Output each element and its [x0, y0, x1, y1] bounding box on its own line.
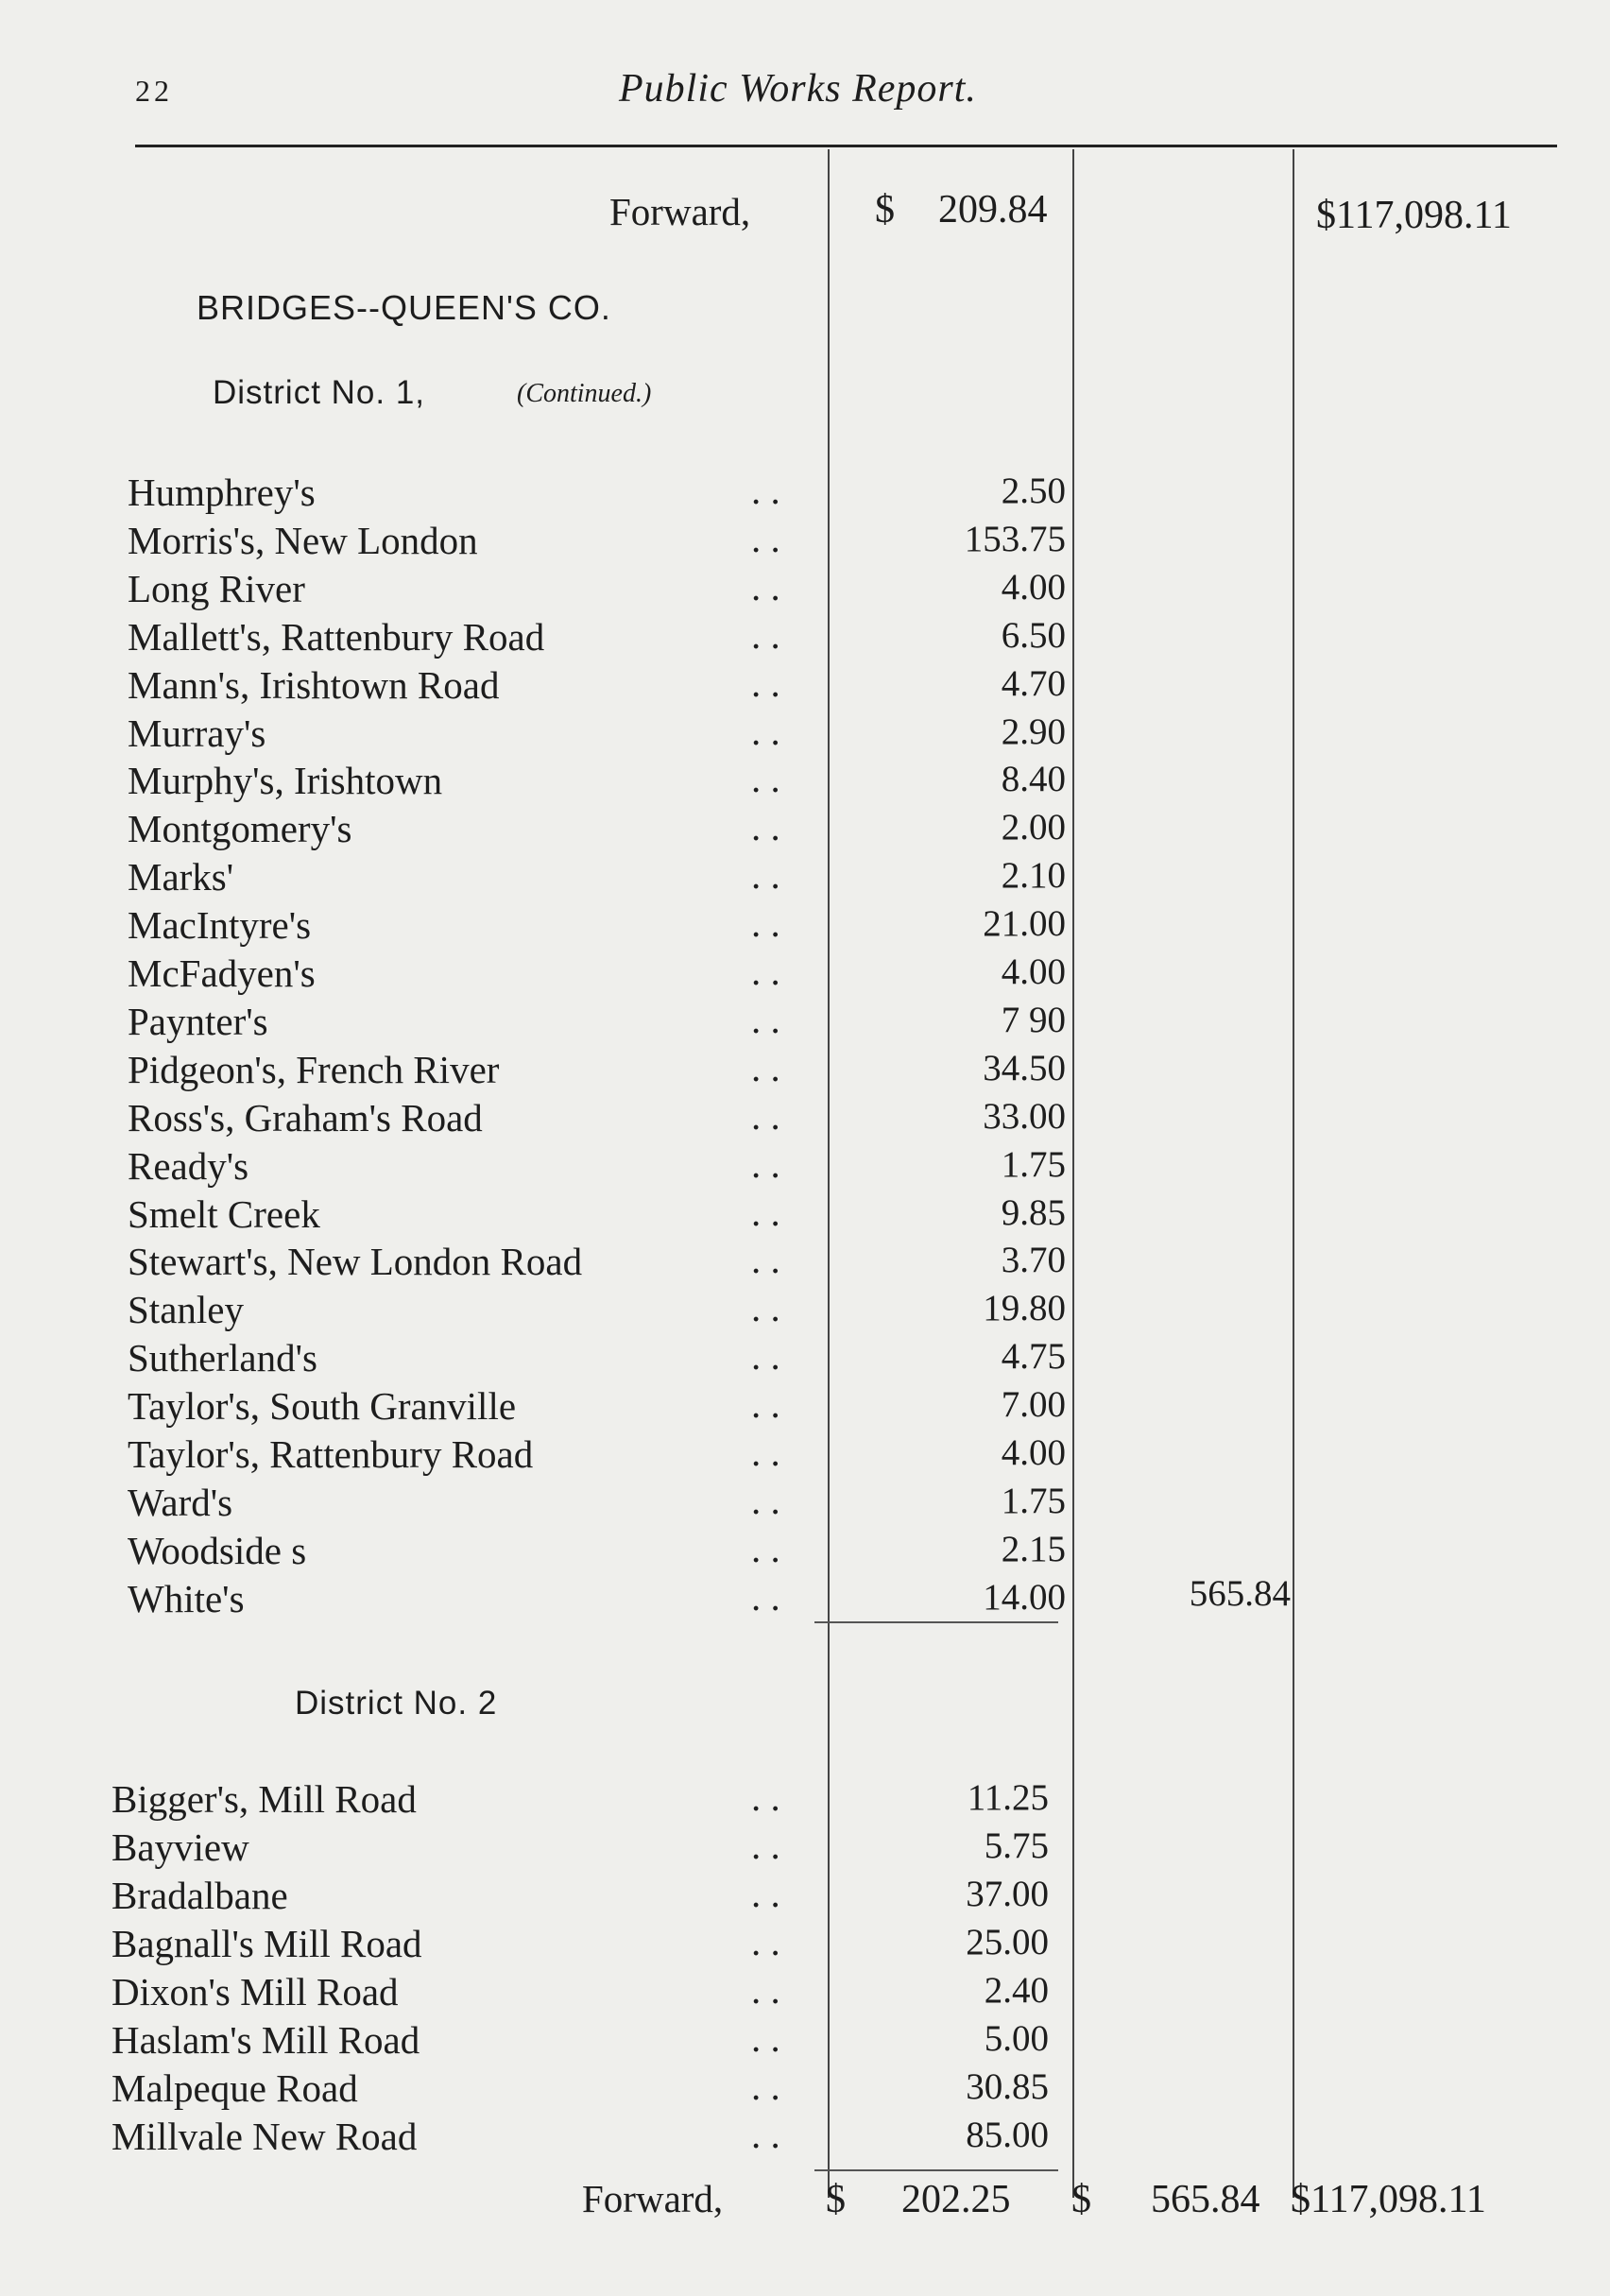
item-name: Dixon's Mill Road [111, 1970, 399, 2013]
forward-col1-top: 209.84 [938, 188, 1048, 231]
item-amount: 4.00 [1001, 951, 1066, 992]
item-amount: 2.15 [1001, 1528, 1066, 1569]
item-amount: 30.85 [966, 2066, 1049, 2107]
item-amount: 85.00 [966, 2115, 1049, 2155]
item-name: Taylor's, South Granville [128, 1384, 517, 1429]
leader-dots: . . [751, 1775, 780, 1819]
forward-col3-bottom: $117,098.11 [1291, 2178, 1486, 2221]
leader-dots: . . [751, 1968, 780, 2012]
item-name: Taylor's, Rattenbury Road [128, 1432, 534, 1476]
item-amount: 14.00 [983, 1576, 1066, 1618]
district1-continued: (Continued.) [517, 379, 652, 408]
forward-col3-top: $117,098.11 [1316, 194, 1512, 237]
subtotal-rule [814, 1621, 1058, 1623]
forward-rule [814, 2169, 1058, 2171]
leader-dots: . . [751, 805, 780, 849]
leader-dots: . . [751, 2065, 780, 2108]
item-name: Montgomery's [128, 807, 352, 851]
leader-dots: . . [751, 1872, 780, 1915]
item-name: Mann's, Irishtown Road [128, 662, 500, 707]
forward-dollar-top: $ [875, 188, 895, 231]
item-amount: 2.90 [1001, 711, 1066, 752]
page-number: 22 [135, 74, 173, 108]
item-name: Murphy's, Irishtown [128, 759, 443, 803]
item-amount: 25.00 [966, 1922, 1049, 1962]
item-amount: 2.40 [984, 1970, 1049, 2011]
leader-dots: . . [751, 1238, 780, 1282]
item-name: Bradalbane [111, 1874, 288, 1917]
item-name: Malpeque Road [111, 2066, 358, 2110]
leader-dots: . . [751, 516, 780, 560]
leader-dots: . . [751, 853, 780, 898]
item-amount: 2.50 [1001, 471, 1066, 511]
forward-col1-bottom: 202.25 [901, 2178, 1011, 2221]
item-amount: 7.00 [1001, 1384, 1066, 1426]
item-amount: 1.75 [1001, 1143, 1066, 1185]
item-name: Murray's [128, 711, 266, 755]
item-name: McFadyen's [128, 951, 316, 995]
leader-dots: . . [751, 2016, 780, 2060]
leader-dots: . . [751, 1574, 780, 1619]
item-amount: 9.85 [1001, 1191, 1066, 1233]
item-amount: 2.00 [1001, 807, 1066, 848]
leader-dots: . . [751, 1141, 780, 1186]
item-amount: 8.40 [1001, 759, 1066, 800]
item-name: Bagnall's Mill Road [111, 1922, 422, 1965]
item-name: Stanley [128, 1288, 244, 1332]
item-amount: 4.75 [1001, 1336, 1066, 1378]
item-amount: 2.10 [1001, 855, 1066, 897]
item-name: Humphrey's [128, 471, 316, 514]
item-name: Morris's, New London [128, 518, 478, 562]
item-amount: 7 90 [1001, 999, 1066, 1040]
item-name: Long River [128, 566, 305, 610]
column-rule-left [828, 149, 830, 2198]
leader-dots: . . [751, 950, 780, 993]
item-name: Ward's [128, 1480, 233, 1524]
leader-dots: . . [751, 660, 780, 705]
leader-dots: . . [751, 709, 780, 753]
item-name: Stewart's, New London Road [128, 1240, 583, 1284]
item-amount: 19.80 [983, 1288, 1066, 1329]
item-name: White's [128, 1576, 245, 1620]
leader-dots: . . [751, 997, 780, 1041]
section-title: BRIDGES--QUEEN'S CO. [197, 288, 611, 327]
item-amount: 4.70 [1001, 662, 1066, 704]
leader-dots: . . [751, 469, 780, 512]
item-name: Bigger's, Mill Road [111, 1777, 417, 1821]
item-name: Pidgeon's, French River [128, 1047, 500, 1091]
leader-dots: . . [751, 612, 780, 657]
item-name: Ready's [128, 1143, 249, 1188]
district2-title: District No. 2 [295, 1685, 498, 1722]
item-amount: 153.75 [964, 518, 1066, 559]
item-amount: 5.00 [984, 2018, 1049, 2059]
item-amount: 11.25 [967, 1777, 1049, 1818]
forward-dollar1-bottom: $ [826, 2178, 846, 2221]
item-name: Millvale New Road [111, 2115, 418, 2158]
leader-dots: . . [751, 1526, 780, 1570]
leader-dots: . . [751, 2113, 780, 2156]
item-amount: 37.00 [966, 1874, 1049, 1914]
item-amount: 33.00 [983, 1095, 1066, 1137]
item-name: MacIntyre's [128, 903, 312, 948]
column-rule-amount [1072, 149, 1074, 2198]
forward-label-bottom: Forward, [582, 2177, 724, 2220]
item-amount: 34.50 [983, 1047, 1066, 1088]
leader-dots: . . [751, 1920, 780, 1963]
top-rule [135, 145, 1557, 147]
item-amount: 6.50 [1001, 614, 1066, 656]
leader-dots: . . [751, 757, 780, 801]
item-amount: 21.00 [983, 903, 1066, 945]
item-amount: 4.00 [1001, 1432, 1066, 1473]
leader-dots: . . [751, 1382, 780, 1427]
forward-dollar2-bottom: $ [1071, 2178, 1091, 2221]
leader-dots: . . [751, 564, 780, 608]
forward-col2-bottom: 565.84 [1151, 2178, 1260, 2221]
item-name: Paynter's [128, 999, 268, 1043]
item-name: Marks' [128, 855, 234, 900]
item-name: Mallett's, Rattenbury Road [128, 614, 545, 659]
leader-dots: . . [751, 1045, 780, 1089]
forward-label-top: Forward, [609, 190, 751, 233]
column-rule-subtotal [1293, 149, 1294, 2198]
item-amount: 3.70 [1001, 1240, 1066, 1281]
item-amount: 1.75 [1001, 1480, 1066, 1521]
item-name: Bayview [111, 1825, 249, 1869]
leader-dots: . . [751, 1824, 780, 1867]
running-title: Public Works Report. [619, 67, 977, 111]
item-name: Sutherland's [128, 1336, 317, 1380]
item-name: Smelt Creek [128, 1191, 320, 1236]
leader-dots: . . [751, 1286, 780, 1330]
leader-dots: . . [751, 1431, 780, 1474]
district1-title: District No. 1, [213, 374, 426, 411]
district1-total: 565.84 [1189, 1573, 1291, 1614]
item-name: Haslam's Mill Road [111, 2018, 420, 2062]
leader-dots: . . [751, 1334, 780, 1379]
item-amount: 5.75 [984, 1825, 1049, 1866]
leader-dots: . . [751, 1478, 780, 1522]
item-name: Ross's, Graham's Road [128, 1095, 483, 1139]
item-amount: 4.00 [1001, 566, 1066, 608]
item-name: Woodside s [128, 1528, 307, 1572]
leader-dots: . . [751, 1190, 780, 1234]
leader-dots: . . [751, 1093, 780, 1138]
leader-dots: . . [751, 901, 780, 946]
